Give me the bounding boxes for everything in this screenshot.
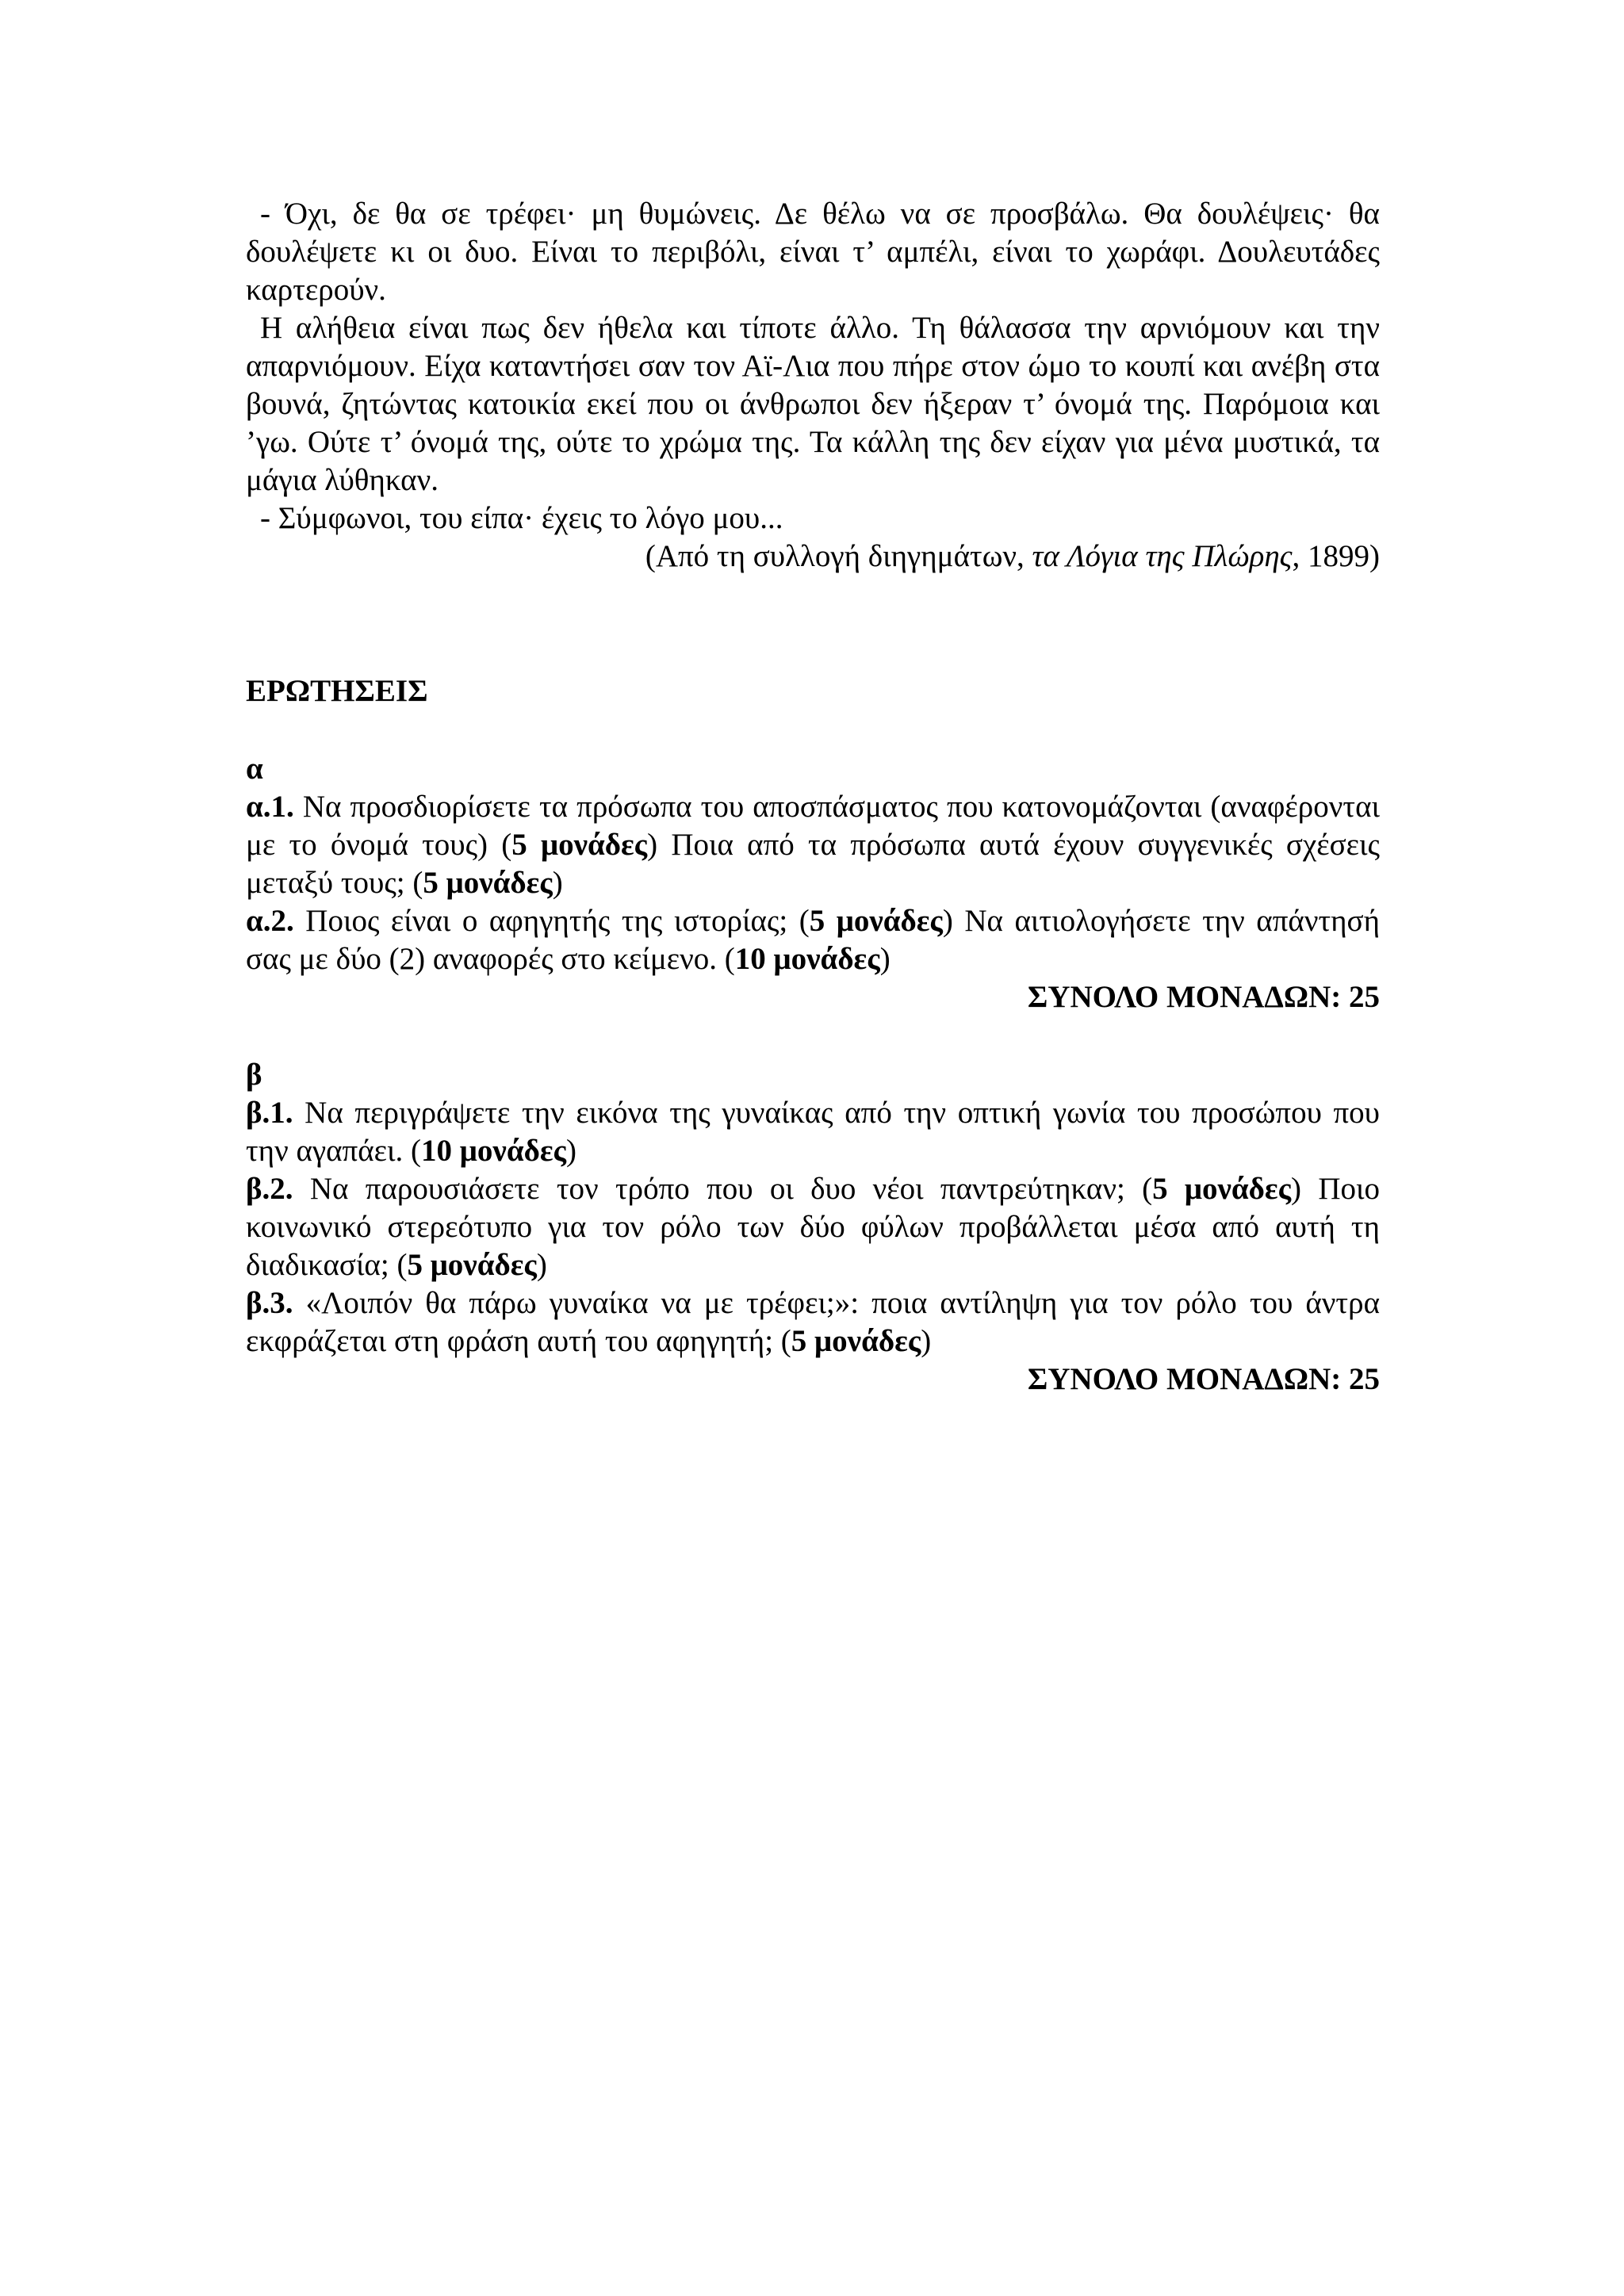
story-source-citation bbox=[246, 538, 1380, 576]
question-b2-points-2: 5 μονάδες bbox=[407, 1248, 537, 1282]
question-b2 bbox=[246, 1170, 1380, 1284]
question-b3-text-2: ) bbox=[921, 1324, 932, 1358]
question-b3 bbox=[246, 1284, 1380, 1360]
question-a1-number: α.1. bbox=[246, 790, 294, 824]
question-b3-text: «Λοιπόν θα πάρω γυναίκα να με τρέφει;»: ποια αντίληψη για τον ρόλο του άντρα εκφράζεται στη φράση αυτή του αφηγητή; ( bbox=[246, 1286, 1380, 1358]
question-a2 bbox=[246, 902, 1380, 978]
question-a1-text: Να προσδιορίσετε τα πρόσωπα του αποσπάσματος που κατονομάζονται (αναφέρονται με το όνομά τους) ( bbox=[246, 790, 1380, 862]
question-a1-points-1: 5 μονάδες bbox=[511, 828, 648, 862]
question-a2-text-2: ) Να αιτιολογήσετε την απάντησή σας με δύο (2) αναφορές στο κείμενο. ( bbox=[246, 904, 1380, 976]
story-paragraph-narration: Η αλήθεια είναι πως δεν ήθελα και τίποτε άλλο. Τη θάλασσα την αρνιόμουν και την απαρνιόμουν. Είχα καταντήσει σαν τον Αϊ-Λια που πήρε στον ώμο το κουπί και ανέβη στα βουνά, ζητώντας κατοικία εκεί που οι άνθρωποι δεν ήξεραν τ’ όνομά της. Παρόμοια και ’γω. Ούτε τ’ όνομά της, ούτε το χρώμα της. Τα κάλλη της δεν είχαν για μένα μυστικά, τα μάγια λύθηκαν. bbox=[246, 311, 1380, 497]
question-a2-points-1: 5 μονάδες bbox=[809, 904, 943, 938]
question-b2-points-1: 5 μονάδες bbox=[1152, 1172, 1292, 1206]
section-a-letter: α bbox=[246, 752, 263, 786]
question-b3-points-1: 5 μονάδες bbox=[791, 1324, 921, 1358]
question-a2-text: Ποιος είναι ο αφηγητής της ιστορίας; ( bbox=[293, 904, 810, 938]
questions-section-b bbox=[246, 1056, 1380, 1399]
question-a1 bbox=[246, 788, 1380, 902]
section-a-total: ΣΥΝΟΛΟ ΜΟΝΑΔΩΝ: 25 bbox=[1027, 980, 1380, 1014]
question-a1-text-3: ) bbox=[552, 866, 563, 900]
question-a1-text-2: ) Ποια από τα πρόσωπα αυτά έχουν συγγενικές σχέσεις μεταξύ τους; ( bbox=[246, 828, 1380, 900]
story-excerpt bbox=[246, 195, 1380, 576]
source-title: τα Λόγια της Πλώρης bbox=[1032, 539, 1293, 573]
question-b1 bbox=[246, 1094, 1380, 1170]
question-b2-text-3: ) bbox=[536, 1248, 547, 1282]
story-paragraph-dialogue-1: - Όχι, δε θα σε τρέφει· μη θυμώνεις. Δε θέλω να σε προσβάλω. Θα δουλέψεις· θα δουλέψετε κι οι δυο. Είναι το περιβόλι, είναι τ’ αμπέλι, είναι το χωράφι. Δουλευτάδες καρτερούν. bbox=[246, 197, 1380, 307]
question-a2-text-3: ) bbox=[879, 942, 891, 976]
question-a2-number: α.2. bbox=[246, 904, 294, 938]
question-b1-number: β.1. bbox=[246, 1096, 293, 1130]
question-b2-number: β.2. bbox=[246, 1172, 293, 1206]
question-b1-text-2: ) bbox=[565, 1134, 576, 1168]
question-b1-points-1: 10 μονάδες bbox=[421, 1134, 566, 1168]
question-b2-text: Να παρουσιάσετε τον τρόπο που οι δυο νέοι παντρεύτηκαν; ( bbox=[293, 1172, 1153, 1206]
source-suffix: , 1899) bbox=[1292, 539, 1380, 573]
section-b-letter: β bbox=[246, 1058, 262, 1092]
question-b3-number: β.3. bbox=[246, 1286, 293, 1320]
questions-heading: ΕΡΩΤΗΣΕΙΣ bbox=[246, 674, 428, 708]
question-b2-text-2: ) Ποιο κοινωνικό στερεότυπο για τον ρόλο των δύο φύλων προβάλλεται μέσα από αυτή τη διαδικασία; ( bbox=[246, 1172, 1380, 1282]
story-paragraph-dialogue-2: - Σύμφωνοι, του είπα· έχεις το λόγο μου... bbox=[260, 501, 783, 535]
section-b-total: ΣΥΝΟΛΟ ΜΟΝΑΔΩΝ: 25 bbox=[1027, 1362, 1380, 1396]
source-prefix: (Από τη συλλογή διηγημάτων, bbox=[645, 539, 1032, 573]
questions-section-a bbox=[246, 750, 1380, 1016]
question-b1-text: Να περιγράψετε την εικόνα της γυναίκας από την οπτική γωνία του προσώπου που την αγαπάει. ( bbox=[246, 1096, 1380, 1168]
question-a1-points-2: 5 μονάδες bbox=[423, 866, 553, 900]
question-a2-points-2: 10 μονάδες bbox=[734, 942, 880, 976]
